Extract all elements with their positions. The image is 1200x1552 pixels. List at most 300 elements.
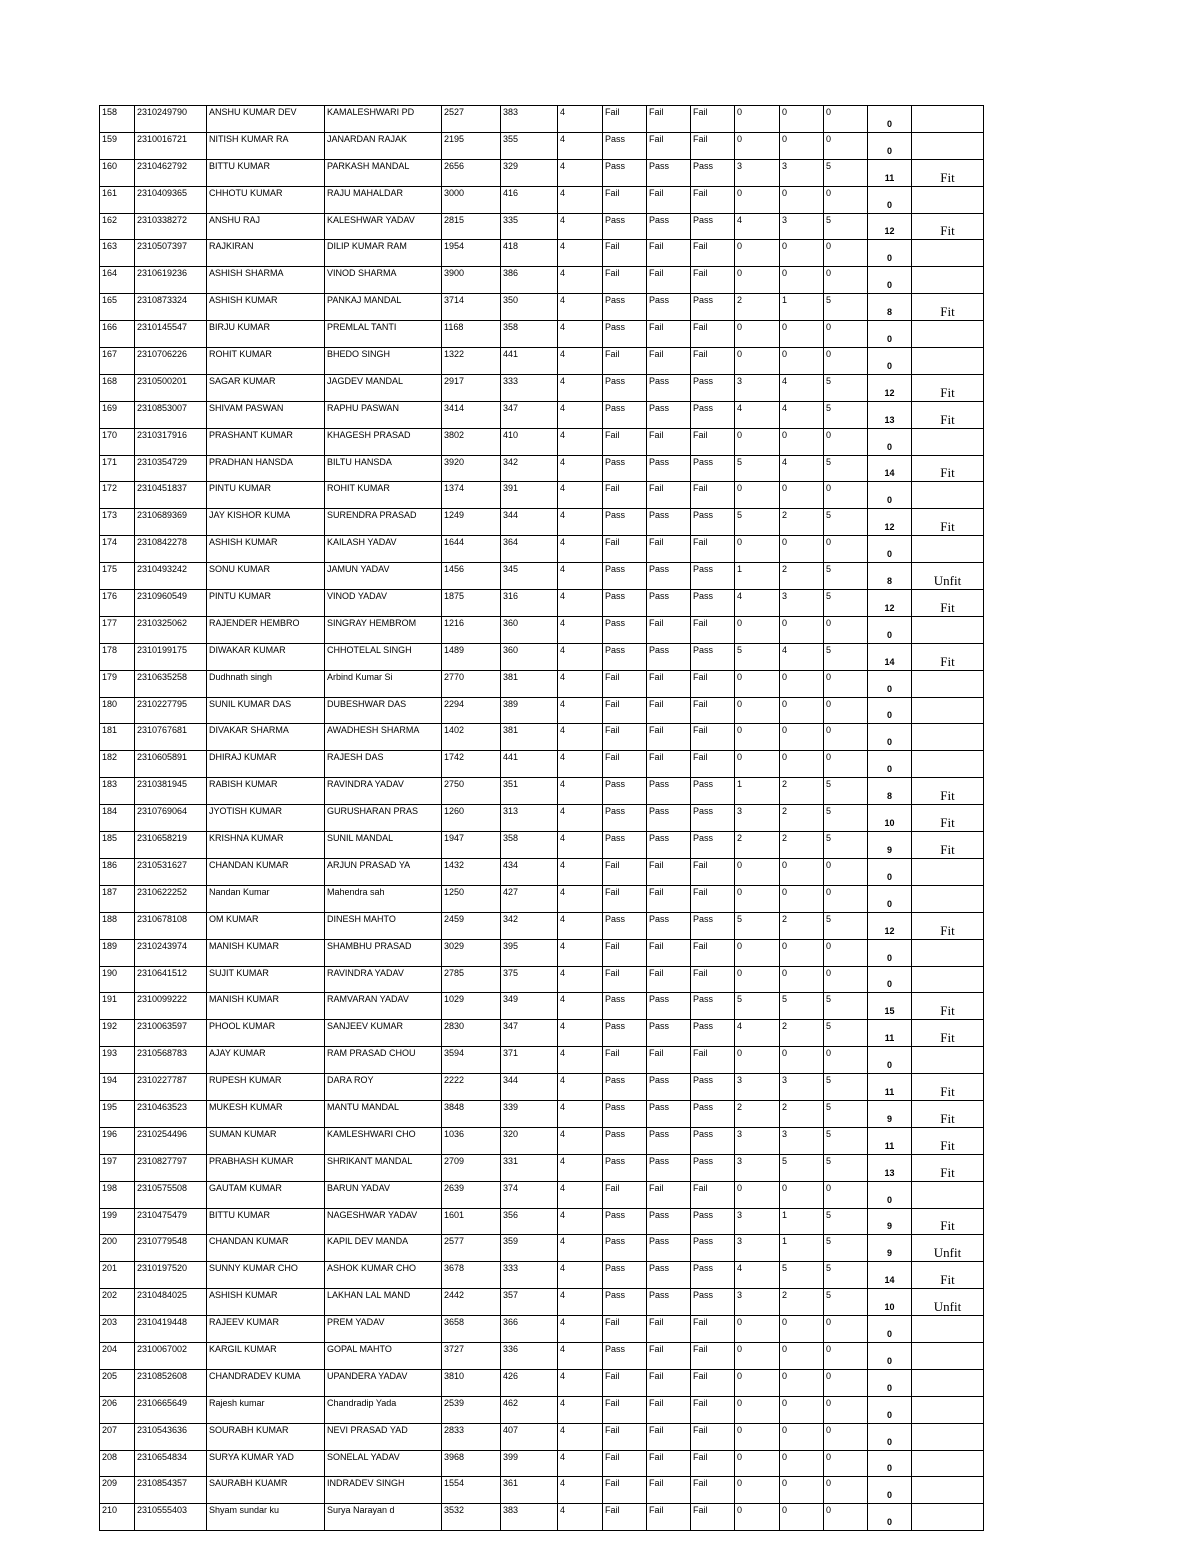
score-2-cell: 0 [780, 106, 824, 133]
score-2-cell: 2 [780, 1289, 824, 1316]
table-row [100, 805, 984, 832]
score-3-cell: 5 [824, 1289, 868, 1316]
test-1-cell: Pass [603, 912, 647, 939]
test-2-cell: Fail [647, 240, 691, 267]
father-name-cell: GURUSHARAN PRAS [325, 805, 442, 832]
marks-cell: 331 [501, 1154, 558, 1181]
sl-no-cell: 192 [100, 1020, 135, 1047]
result-cell: Fit [912, 1127, 984, 1154]
sl-no-cell: 205 [100, 1369, 135, 1396]
test-1-cell: Fail [603, 885, 647, 912]
result-cell [912, 670, 984, 697]
candidate-name-cell: AJAY KUMAR [207, 1047, 325, 1074]
ref-no-cell: 2459 [442, 912, 501, 939]
test-3-cell: Pass [691, 1208, 735, 1235]
candidate-name-cell: DIVAKAR SHARMA [207, 724, 325, 751]
test-3-cell: Pass [691, 401, 735, 428]
father-name-cell: RAVINDRA YADAV [325, 778, 442, 805]
result-cell: Fit [912, 1074, 984, 1101]
father-name-cell: RAJU MAHALDAR [325, 186, 442, 213]
marks-cell: 441 [501, 751, 558, 778]
test-3-cell: Fail [691, 1369, 735, 1396]
sl-no-cell: 209 [100, 1477, 135, 1504]
score-1-cell: 2 [735, 832, 780, 859]
code-cell: 4 [558, 724, 603, 751]
table-row [100, 159, 984, 186]
result-cell: Fit [912, 1262, 984, 1289]
code-cell: 4 [558, 1289, 603, 1316]
total-cell: 0 [868, 240, 912, 267]
total-cell: 0 [868, 1181, 912, 1208]
sl-no-cell: 208 [100, 1450, 135, 1477]
test-3-cell: Fail [691, 428, 735, 455]
test-1-cell: Pass [603, 616, 647, 643]
father-name-cell: DINESH MAHTO [325, 912, 442, 939]
score-1-cell: 0 [735, 1450, 780, 1477]
total-cell: 0 [868, 1047, 912, 1074]
roll-no-cell: 2310463523 [135, 1100, 207, 1127]
score-3-cell: 0 [824, 1423, 868, 1450]
marks-cell: 342 [501, 455, 558, 482]
test-1-cell: Pass [603, 294, 647, 321]
father-name-cell: JAGDEV MANDAL [325, 374, 442, 401]
marks-cell: 344 [501, 1074, 558, 1101]
test-2-cell: Pass [647, 1074, 691, 1101]
father-name-cell: SONELAL YADAV [325, 1450, 442, 1477]
score-3-cell: 0 [824, 1316, 868, 1343]
score-1-cell: 4 [735, 1262, 780, 1289]
total-cell: 12 [868, 374, 912, 401]
score-3-cell: 0 [824, 939, 868, 966]
score-2-cell: 0 [780, 858, 824, 885]
sl-no-cell: 193 [100, 1047, 135, 1074]
test-1-cell: Pass [603, 213, 647, 240]
ref-no-cell: 1601 [442, 1208, 501, 1235]
father-name-cell: RAM PRASAD CHOU [325, 1047, 442, 1074]
marks-cell: 375 [501, 966, 558, 993]
test-1-cell: Fail [603, 186, 647, 213]
roll-no-cell: 2310254496 [135, 1127, 207, 1154]
table-row [100, 912, 984, 939]
sl-no-cell: 206 [100, 1396, 135, 1423]
result-cell: Unfit [912, 1235, 984, 1262]
test-2-cell: Fail [647, 1450, 691, 1477]
test-2-cell: Fail [647, 697, 691, 724]
result-cell: Fit [912, 159, 984, 186]
code-cell: 4 [558, 858, 603, 885]
code-cell: 4 [558, 1504, 603, 1531]
father-name-cell: INDRADEV SINGH [325, 1477, 442, 1504]
roll-no-cell: 2310622252 [135, 885, 207, 912]
test-1-cell: Pass [603, 1289, 647, 1316]
ref-no-cell: 2656 [442, 159, 501, 186]
marks-cell: 316 [501, 590, 558, 617]
test-1-cell: Pass [603, 832, 647, 859]
marks-cell: 399 [501, 1450, 558, 1477]
sl-no-cell: 179 [100, 670, 135, 697]
ref-no-cell: 1402 [442, 724, 501, 751]
marks-cell: 342 [501, 912, 558, 939]
test-1-cell: Pass [603, 1262, 647, 1289]
score-2-cell: 5 [780, 1154, 824, 1181]
test-2-cell: Fail [647, 1342, 691, 1369]
test-3-cell: Fail [691, 267, 735, 294]
ref-no-cell: 3658 [442, 1316, 501, 1343]
table-row [100, 213, 984, 240]
result-cell [912, 1342, 984, 1369]
marks-cell: 329 [501, 159, 558, 186]
roll-no-cell: 2310658219 [135, 832, 207, 859]
table-row [100, 1369, 984, 1396]
marks-cell: 381 [501, 724, 558, 751]
ref-no-cell: 2442 [442, 1289, 501, 1316]
ref-no-cell: 2815 [442, 213, 501, 240]
test-2-cell: Pass [647, 805, 691, 832]
roll-no-cell: 2310484025 [135, 1289, 207, 1316]
roll-no-cell: 2310500201 [135, 374, 207, 401]
father-name-cell: SURENDRA PRASAD [325, 509, 442, 536]
score-3-cell: 0 [824, 106, 868, 133]
code-cell: 4 [558, 805, 603, 832]
marks-cell: 360 [501, 616, 558, 643]
candidate-name-cell: SOURABH KUMAR [207, 1423, 325, 1450]
code-cell: 4 [558, 1450, 603, 1477]
result-cell: Fit [912, 374, 984, 401]
candidate-name-cell: PINTU KUMAR [207, 590, 325, 617]
total-cell: 13 [868, 401, 912, 428]
test-2-cell: Fail [647, 186, 691, 213]
code-cell: 4 [558, 616, 603, 643]
total-cell: 0 [868, 267, 912, 294]
roll-no-cell: 2310853007 [135, 401, 207, 428]
roll-no-cell: 2310145547 [135, 321, 207, 348]
test-3-cell: Fail [691, 1342, 735, 1369]
test-2-cell: Fail [647, 1504, 691, 1531]
code-cell: 4 [558, 590, 603, 617]
sl-no-cell: 186 [100, 858, 135, 885]
score-1-cell: 1 [735, 778, 780, 805]
score-3-cell: 0 [824, 885, 868, 912]
test-1-cell: Fail [603, 1423, 647, 1450]
marks-cell: 426 [501, 1369, 558, 1396]
results-table [99, 105, 984, 1531]
score-1-cell: 0 [735, 240, 780, 267]
score-3-cell: 5 [824, 455, 868, 482]
table-row [100, 1235, 984, 1262]
candidate-name-cell: BIRJU KUMAR [207, 321, 325, 348]
score-3-cell: 0 [824, 267, 868, 294]
candidate-name-cell: SONU KUMAR [207, 563, 325, 590]
score-1-cell: 0 [735, 1423, 780, 1450]
total-cell: 14 [868, 455, 912, 482]
total-cell: 0 [868, 697, 912, 724]
father-name-cell: DARA ROY [325, 1074, 442, 1101]
ref-no-cell: 3594 [442, 1047, 501, 1074]
sl-no-cell: 167 [100, 348, 135, 375]
table-row [100, 106, 984, 133]
test-2-cell: Pass [647, 294, 691, 321]
table-row [100, 1208, 984, 1235]
candidate-name-cell: KRISHNA KUMAR [207, 832, 325, 859]
total-cell: 0 [868, 1342, 912, 1369]
ref-no-cell: 1250 [442, 885, 501, 912]
sl-no-cell: 196 [100, 1127, 135, 1154]
test-1-cell: Pass [603, 455, 647, 482]
ref-no-cell: 2830 [442, 1020, 501, 1047]
table-row [100, 240, 984, 267]
test-2-cell: Pass [647, 159, 691, 186]
test-3-cell: Fail [691, 106, 735, 133]
test-2-cell: Fail [647, 1369, 691, 1396]
total-cell: 9 [868, 1100, 912, 1127]
test-3-cell: Pass [691, 1235, 735, 1262]
score-1-cell: 4 [735, 401, 780, 428]
score-1-cell: 0 [735, 1342, 780, 1369]
test-3-cell: Fail [691, 240, 735, 267]
table-row [100, 267, 984, 294]
code-cell: 4 [558, 1047, 603, 1074]
test-1-cell: Pass [603, 993, 647, 1020]
ref-no-cell: 2770 [442, 670, 501, 697]
ref-no-cell: 3414 [442, 401, 501, 428]
table-row [100, 670, 984, 697]
table-row [100, 1154, 984, 1181]
ref-no-cell: 2539 [442, 1396, 501, 1423]
marks-cell: 357 [501, 1289, 558, 1316]
total-cell: 8 [868, 294, 912, 321]
score-2-cell: 0 [780, 348, 824, 375]
father-name-cell: BARUN YADAV [325, 1181, 442, 1208]
sl-no-cell: 169 [100, 401, 135, 428]
total-cell: 0 [868, 1450, 912, 1477]
code-cell: 4 [558, 1262, 603, 1289]
roll-no-cell: 2310067002 [135, 1342, 207, 1369]
roll-no-cell: 2310338272 [135, 213, 207, 240]
table-row [100, 1504, 984, 1531]
code-cell: 4 [558, 670, 603, 697]
score-1-cell: 0 [735, 751, 780, 778]
score-2-cell: 0 [780, 240, 824, 267]
code-cell: 4 [558, 1316, 603, 1343]
score-2-cell: 3 [780, 1127, 824, 1154]
total-cell: 0 [868, 1316, 912, 1343]
test-1-cell: Fail [603, 240, 647, 267]
table-row [100, 697, 984, 724]
test-2-cell: Pass [647, 374, 691, 401]
score-3-cell: 5 [824, 1235, 868, 1262]
test-3-cell: Fail [691, 697, 735, 724]
sl-no-cell: 184 [100, 805, 135, 832]
test-1-cell: Fail [603, 1369, 647, 1396]
roll-no-cell: 2310779548 [135, 1235, 207, 1262]
result-cell [912, 751, 984, 778]
score-2-cell: 0 [780, 186, 824, 213]
roll-no-cell: 2310641512 [135, 966, 207, 993]
code-cell: 4 [558, 1342, 603, 1369]
score-1-cell: 0 [735, 348, 780, 375]
ref-no-cell: 2639 [442, 1181, 501, 1208]
score-3-cell: 0 [824, 1342, 868, 1369]
result-cell: Unfit [912, 1289, 984, 1316]
score-2-cell: 0 [780, 697, 824, 724]
total-cell: 13 [868, 1154, 912, 1181]
score-3-cell: 5 [824, 1154, 868, 1181]
test-1-cell: Pass [603, 132, 647, 159]
marks-cell: 389 [501, 697, 558, 724]
code-cell: 4 [558, 885, 603, 912]
candidate-name-cell: DIWAKAR KUMAR [207, 643, 325, 670]
score-2-cell: 0 [780, 966, 824, 993]
score-2-cell: 3 [780, 1074, 824, 1101]
code-cell: 4 [558, 751, 603, 778]
sl-no-cell: 191 [100, 993, 135, 1020]
sl-no-cell: 202 [100, 1289, 135, 1316]
sl-no-cell: 207 [100, 1423, 135, 1450]
code-cell: 4 [558, 1477, 603, 1504]
test-2-cell: Pass [647, 1100, 691, 1127]
total-cell: 0 [868, 321, 912, 348]
score-2-cell: 0 [780, 132, 824, 159]
ref-no-cell: 3848 [442, 1100, 501, 1127]
test-1-cell: Fail [603, 106, 647, 133]
test-2-cell: Fail [647, 885, 691, 912]
sl-no-cell: 158 [100, 106, 135, 133]
father-name-cell: ARJUN PRASAD YA [325, 858, 442, 885]
test-1-cell: Fail [603, 724, 647, 751]
test-1-cell: Pass [603, 321, 647, 348]
test-1-cell: Pass [603, 1100, 647, 1127]
father-name-cell: PARKASH MANDAL [325, 159, 442, 186]
table-row [100, 590, 984, 617]
score-3-cell: 5 [824, 832, 868, 859]
ref-no-cell: 2917 [442, 374, 501, 401]
sl-no-cell: 159 [100, 132, 135, 159]
total-cell: 0 [868, 1369, 912, 1396]
score-2-cell: 0 [780, 321, 824, 348]
marks-cell: 313 [501, 805, 558, 832]
table-body [100, 106, 984, 1531]
father-name-cell: DILIP KUMAR RAM [325, 240, 442, 267]
sl-no-cell: 201 [100, 1262, 135, 1289]
test-2-cell: Pass [647, 1154, 691, 1181]
score-3-cell: 5 [824, 509, 868, 536]
result-cell [912, 240, 984, 267]
score-1-cell: 0 [735, 858, 780, 885]
roll-no-cell: 2310243974 [135, 939, 207, 966]
score-3-cell: 5 [824, 213, 868, 240]
test-3-cell: Fail [691, 132, 735, 159]
table-row [100, 616, 984, 643]
test-2-cell: Fail [647, 267, 691, 294]
score-1-cell: 0 [735, 1181, 780, 1208]
roll-no-cell: 2310689369 [135, 509, 207, 536]
test-3-cell: Fail [691, 1181, 735, 1208]
test-2-cell: Fail [647, 939, 691, 966]
score-1-cell: 3 [735, 1208, 780, 1235]
roll-no-cell: 2310543636 [135, 1423, 207, 1450]
score-3-cell: 0 [824, 1396, 868, 1423]
sl-no-cell: 171 [100, 455, 135, 482]
table-row [100, 428, 984, 455]
test-3-cell: Pass [691, 455, 735, 482]
test-3-cell: Pass [691, 509, 735, 536]
marks-cell: 416 [501, 186, 558, 213]
ref-no-cell: 3727 [442, 1342, 501, 1369]
candidate-name-cell: ASHISH KUMAR [207, 294, 325, 321]
total-cell: 9 [868, 1235, 912, 1262]
marks-cell: 339 [501, 1100, 558, 1127]
candidate-name-cell: RAJKIRAN [207, 240, 325, 267]
code-cell: 4 [558, 106, 603, 133]
result-cell [912, 482, 984, 509]
score-3-cell: 0 [824, 536, 868, 563]
test-3-cell: Pass [691, 1262, 735, 1289]
code-cell: 4 [558, 267, 603, 294]
test-2-cell: Fail [647, 724, 691, 751]
score-3-cell: 0 [824, 858, 868, 885]
test-1-cell: Fail [603, 1181, 647, 1208]
score-3-cell: 5 [824, 912, 868, 939]
score-2-cell: 1 [780, 1235, 824, 1262]
code-cell: 4 [558, 455, 603, 482]
ref-no-cell: 3029 [442, 939, 501, 966]
candidate-name-cell: PRADHAN HANSDA [207, 455, 325, 482]
total-cell: 0 [868, 670, 912, 697]
ref-no-cell: 3900 [442, 267, 501, 294]
table-row [100, 1289, 984, 1316]
test-1-cell: Pass [603, 159, 647, 186]
test-3-cell: Pass [691, 1127, 735, 1154]
score-1-cell: 0 [735, 1316, 780, 1343]
result-cell [912, 1423, 984, 1450]
ref-no-cell: 2709 [442, 1154, 501, 1181]
ref-no-cell: 1742 [442, 751, 501, 778]
score-2-cell: 4 [780, 401, 824, 428]
test-1-cell: Fail [603, 1316, 647, 1343]
test-1-cell: Fail [603, 1504, 647, 1531]
marks-cell: 391 [501, 482, 558, 509]
test-1-cell: Pass [603, 563, 647, 590]
sl-no-cell: 163 [100, 240, 135, 267]
score-3-cell: 0 [824, 697, 868, 724]
score-3-cell: 5 [824, 1100, 868, 1127]
roll-no-cell: 2310605891 [135, 751, 207, 778]
score-3-cell: 5 [824, 1020, 868, 1047]
code-cell: 4 [558, 159, 603, 186]
table-row [100, 348, 984, 375]
test-1-cell: Pass [603, 509, 647, 536]
score-1-cell: 3 [735, 1127, 780, 1154]
result-cell [912, 616, 984, 643]
code-cell: 4 [558, 213, 603, 240]
table-row [100, 643, 984, 670]
test-3-cell: Pass [691, 374, 735, 401]
ref-no-cell: 1249 [442, 509, 501, 536]
score-3-cell: 5 [824, 159, 868, 186]
ref-no-cell: 1875 [442, 590, 501, 617]
table-row [100, 401, 984, 428]
candidate-name-cell: GAUTAM KUMAR [207, 1181, 325, 1208]
test-1-cell: Fail [603, 428, 647, 455]
score-2-cell: 0 [780, 939, 824, 966]
score-2-cell: 0 [780, 1316, 824, 1343]
roll-no-cell: 2310575508 [135, 1181, 207, 1208]
score-3-cell: 5 [824, 1074, 868, 1101]
ref-no-cell: 1168 [442, 321, 501, 348]
roll-no-cell: 2310325062 [135, 616, 207, 643]
total-cell: 0 [868, 186, 912, 213]
candidate-name-cell: PHOOL KUMAR [207, 1020, 325, 1047]
